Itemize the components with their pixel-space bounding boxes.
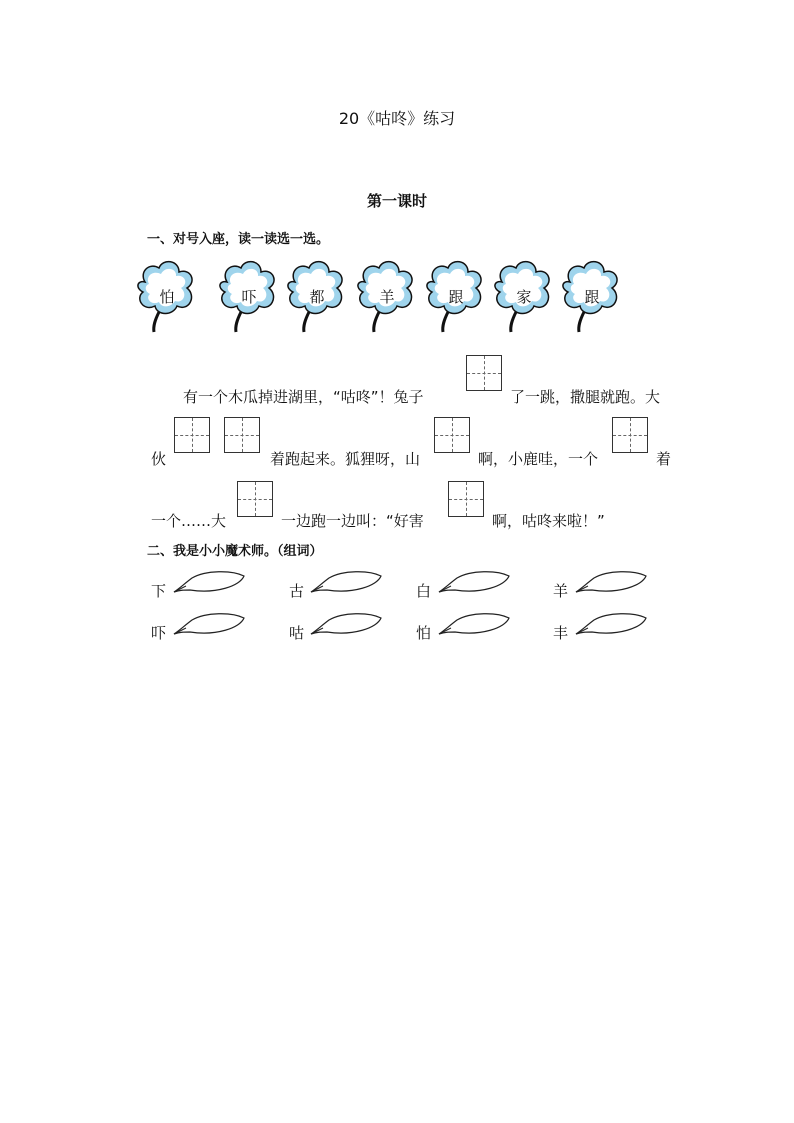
answer-box[interactable] [434, 417, 470, 453]
flower-card [353, 258, 419, 336]
flower-card [133, 258, 199, 336]
passage-text: 伙 [151, 450, 167, 468]
word-character: 羊 [553, 582, 569, 600]
flower-card [558, 258, 624, 336]
page-title: 20《咕咚》练习 [338, 109, 456, 128]
word-character: 下 [151, 582, 167, 600]
flower-card [490, 258, 556, 336]
word-character: 咕 [289, 624, 305, 642]
word-character: 吓 [151, 624, 167, 642]
flower-character: 跟 [448, 288, 464, 306]
passage-text: 着 [656, 450, 672, 468]
answer-box[interactable] [237, 481, 273, 517]
flower-character: 吓 [241, 288, 257, 306]
passage-text: 一边跑一边叫：“好害 [281, 512, 424, 530]
passage-text: 一个……大 [151, 512, 227, 530]
flower-character: 都 [309, 288, 325, 306]
leaf-icon[interactable] [170, 610, 248, 638]
passage-text: 啊，小鹿哇，一个 [478, 450, 599, 468]
flower-row [133, 258, 633, 338]
lesson-subtitle: 第一课时 [366, 192, 427, 210]
answer-box[interactable] [448, 481, 484, 517]
passage-text: 着跑起来。狐狸呀，山 [270, 450, 421, 468]
leaf-icon[interactable] [572, 610, 650, 638]
leaf-icon[interactable] [435, 610, 513, 638]
word-character: 古 [289, 582, 305, 600]
flower-character: 跟 [584, 288, 600, 306]
leaf-icon[interactable] [170, 568, 248, 596]
passage-text: 了一跳，撒腿就跑。大 [510, 388, 661, 406]
leaf-icon[interactable] [307, 568, 385, 596]
flower-character: 怕 [159, 288, 175, 306]
leaf-icon[interactable] [435, 568, 513, 596]
answer-box[interactable] [612, 417, 648, 453]
passage-text: 啊，咕咚来啦！” [492, 512, 605, 530]
answer-box[interactable] [224, 417, 260, 453]
flower-character: 羊 [379, 288, 395, 306]
flower-card [283, 258, 349, 336]
flower-character: 家 [516, 288, 532, 306]
passage-text: 有一个木瓜掉进湖里，“咕咚”！兔子 [183, 388, 424, 406]
section2-heading: 二、我是小小魔术师。（组词） [147, 544, 323, 559]
section1-heading: 一、对号入座，读一读选一选。 [147, 232, 330, 247]
answer-box[interactable] [174, 417, 210, 453]
answer-box[interactable] [466, 355, 502, 391]
word-character: 白 [416, 582, 432, 600]
word-character: 怕 [416, 624, 432, 642]
word-character: 丰 [553, 624, 569, 642]
leaf-icon[interactable] [572, 568, 650, 596]
flower-card [422, 258, 488, 336]
leaf-icon[interactable] [307, 610, 385, 638]
flower-card [215, 258, 281, 336]
